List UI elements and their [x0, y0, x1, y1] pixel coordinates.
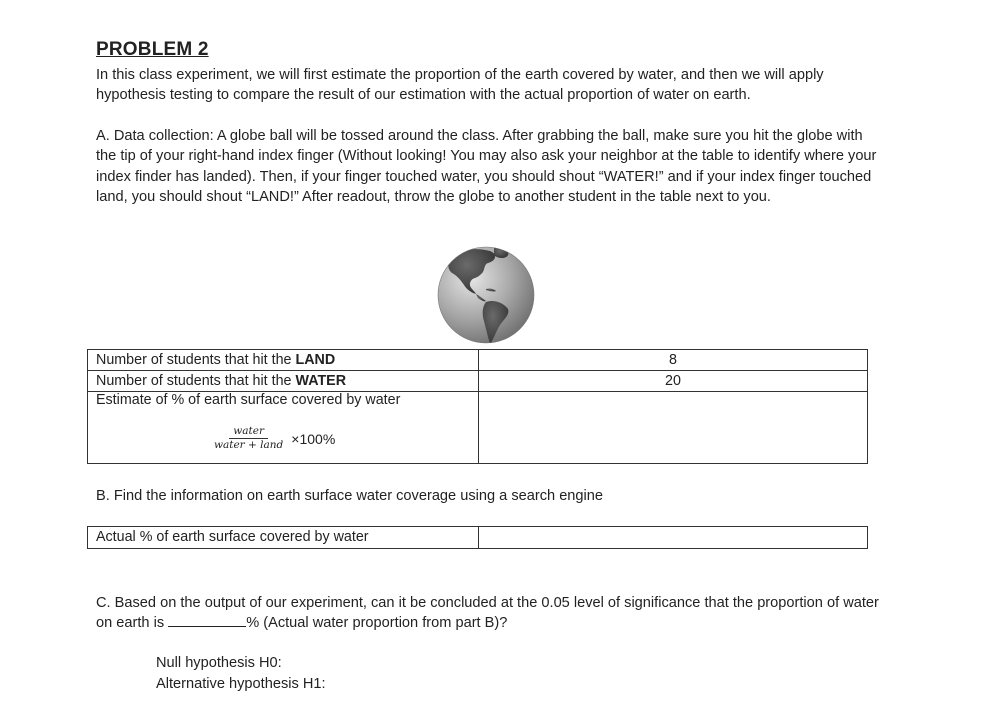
estimate-label-cell — [88, 392, 479, 464]
actual-label-cell: Actual % of earth surface covered by water — [88, 527, 479, 549]
part-c-text-end: % (Actual water proportion from part B)? — [246, 615, 508, 632]
alternative-hypothesis-label: Alternative hypothesis H1: — [156, 676, 326, 692]
part-b-text: B. Find the information on earth surface water coverage using a search engine — [96, 488, 604, 504]
globe-greenland — [494, 247, 508, 258]
actual-value-cell[interactable] — [479, 527, 868, 549]
formula-fraction — [212, 425, 285, 452]
water-count-cell[interactable]: 20 — [479, 371, 868, 392]
formula-numerator: water — [229, 425, 268, 439]
land-count-cell[interactable]: 8 — [479, 350, 868, 371]
formula-denominator: water + land — [214, 439, 284, 451]
data-collection-table — [87, 349, 868, 464]
globe-image — [436, 245, 536, 345]
land-label-cell — [88, 350, 479, 371]
intro-paragraph: In this class experiment, we will first estimate the proportion of the earth covered by water, and then we will apply hypothesis testing to compare the result of our estimation with the actual proportion of water on earth. — [96, 67, 824, 104]
proportion-blank[interactable] — [168, 614, 246, 627]
estimate-formula — [212, 425, 470, 452]
table-row-actual — [88, 527, 868, 549]
water-label: Number of students that hit the — [96, 373, 296, 389]
water-label-cell — [88, 371, 479, 392]
land-keyword: LAND — [295, 352, 336, 368]
hypotheses-block — [156, 653, 326, 695]
part-a-paragraph: A. Data collection: A globe ball will be tossed around the class. After grabbing the ball, make sure you hit the globe with the tip of your right-hand index finger (Without looking! You may also ask your neighbor at the table to identify where your index finder has landed). Then, if your finger touched water, you should shout “WATER!” and if your index finger touched land, you should shout “LAND!” After readout, throw the globe to another student in the table next to you. — [96, 128, 877, 206]
null-hypothesis-label: Null hypothesis H0: — [156, 655, 282, 671]
land-label: Number of students that hit the — [96, 352, 296, 368]
part-c-paragraph — [96, 593, 881, 634]
estimate-value-cell[interactable] — [479, 392, 868, 464]
table-row-water — [88, 371, 868, 392]
part-c-text-start: C. Based on the output of our experiment, can it be concluded at the 0.05 level of significance that the proportion of water on earth is — [96, 595, 879, 632]
formula-multiplier: ×100% — [291, 430, 336, 447]
problem-title: PROBLEM 2 — [96, 39, 209, 60]
actual-coverage-table — [87, 526, 868, 549]
table-row-estimate — [88, 392, 868, 464]
table-row-land — [88, 350, 868, 371]
water-keyword: WATER — [295, 373, 347, 389]
estimate-label: Estimate of % of earth surface covered by water — [96, 392, 401, 408]
